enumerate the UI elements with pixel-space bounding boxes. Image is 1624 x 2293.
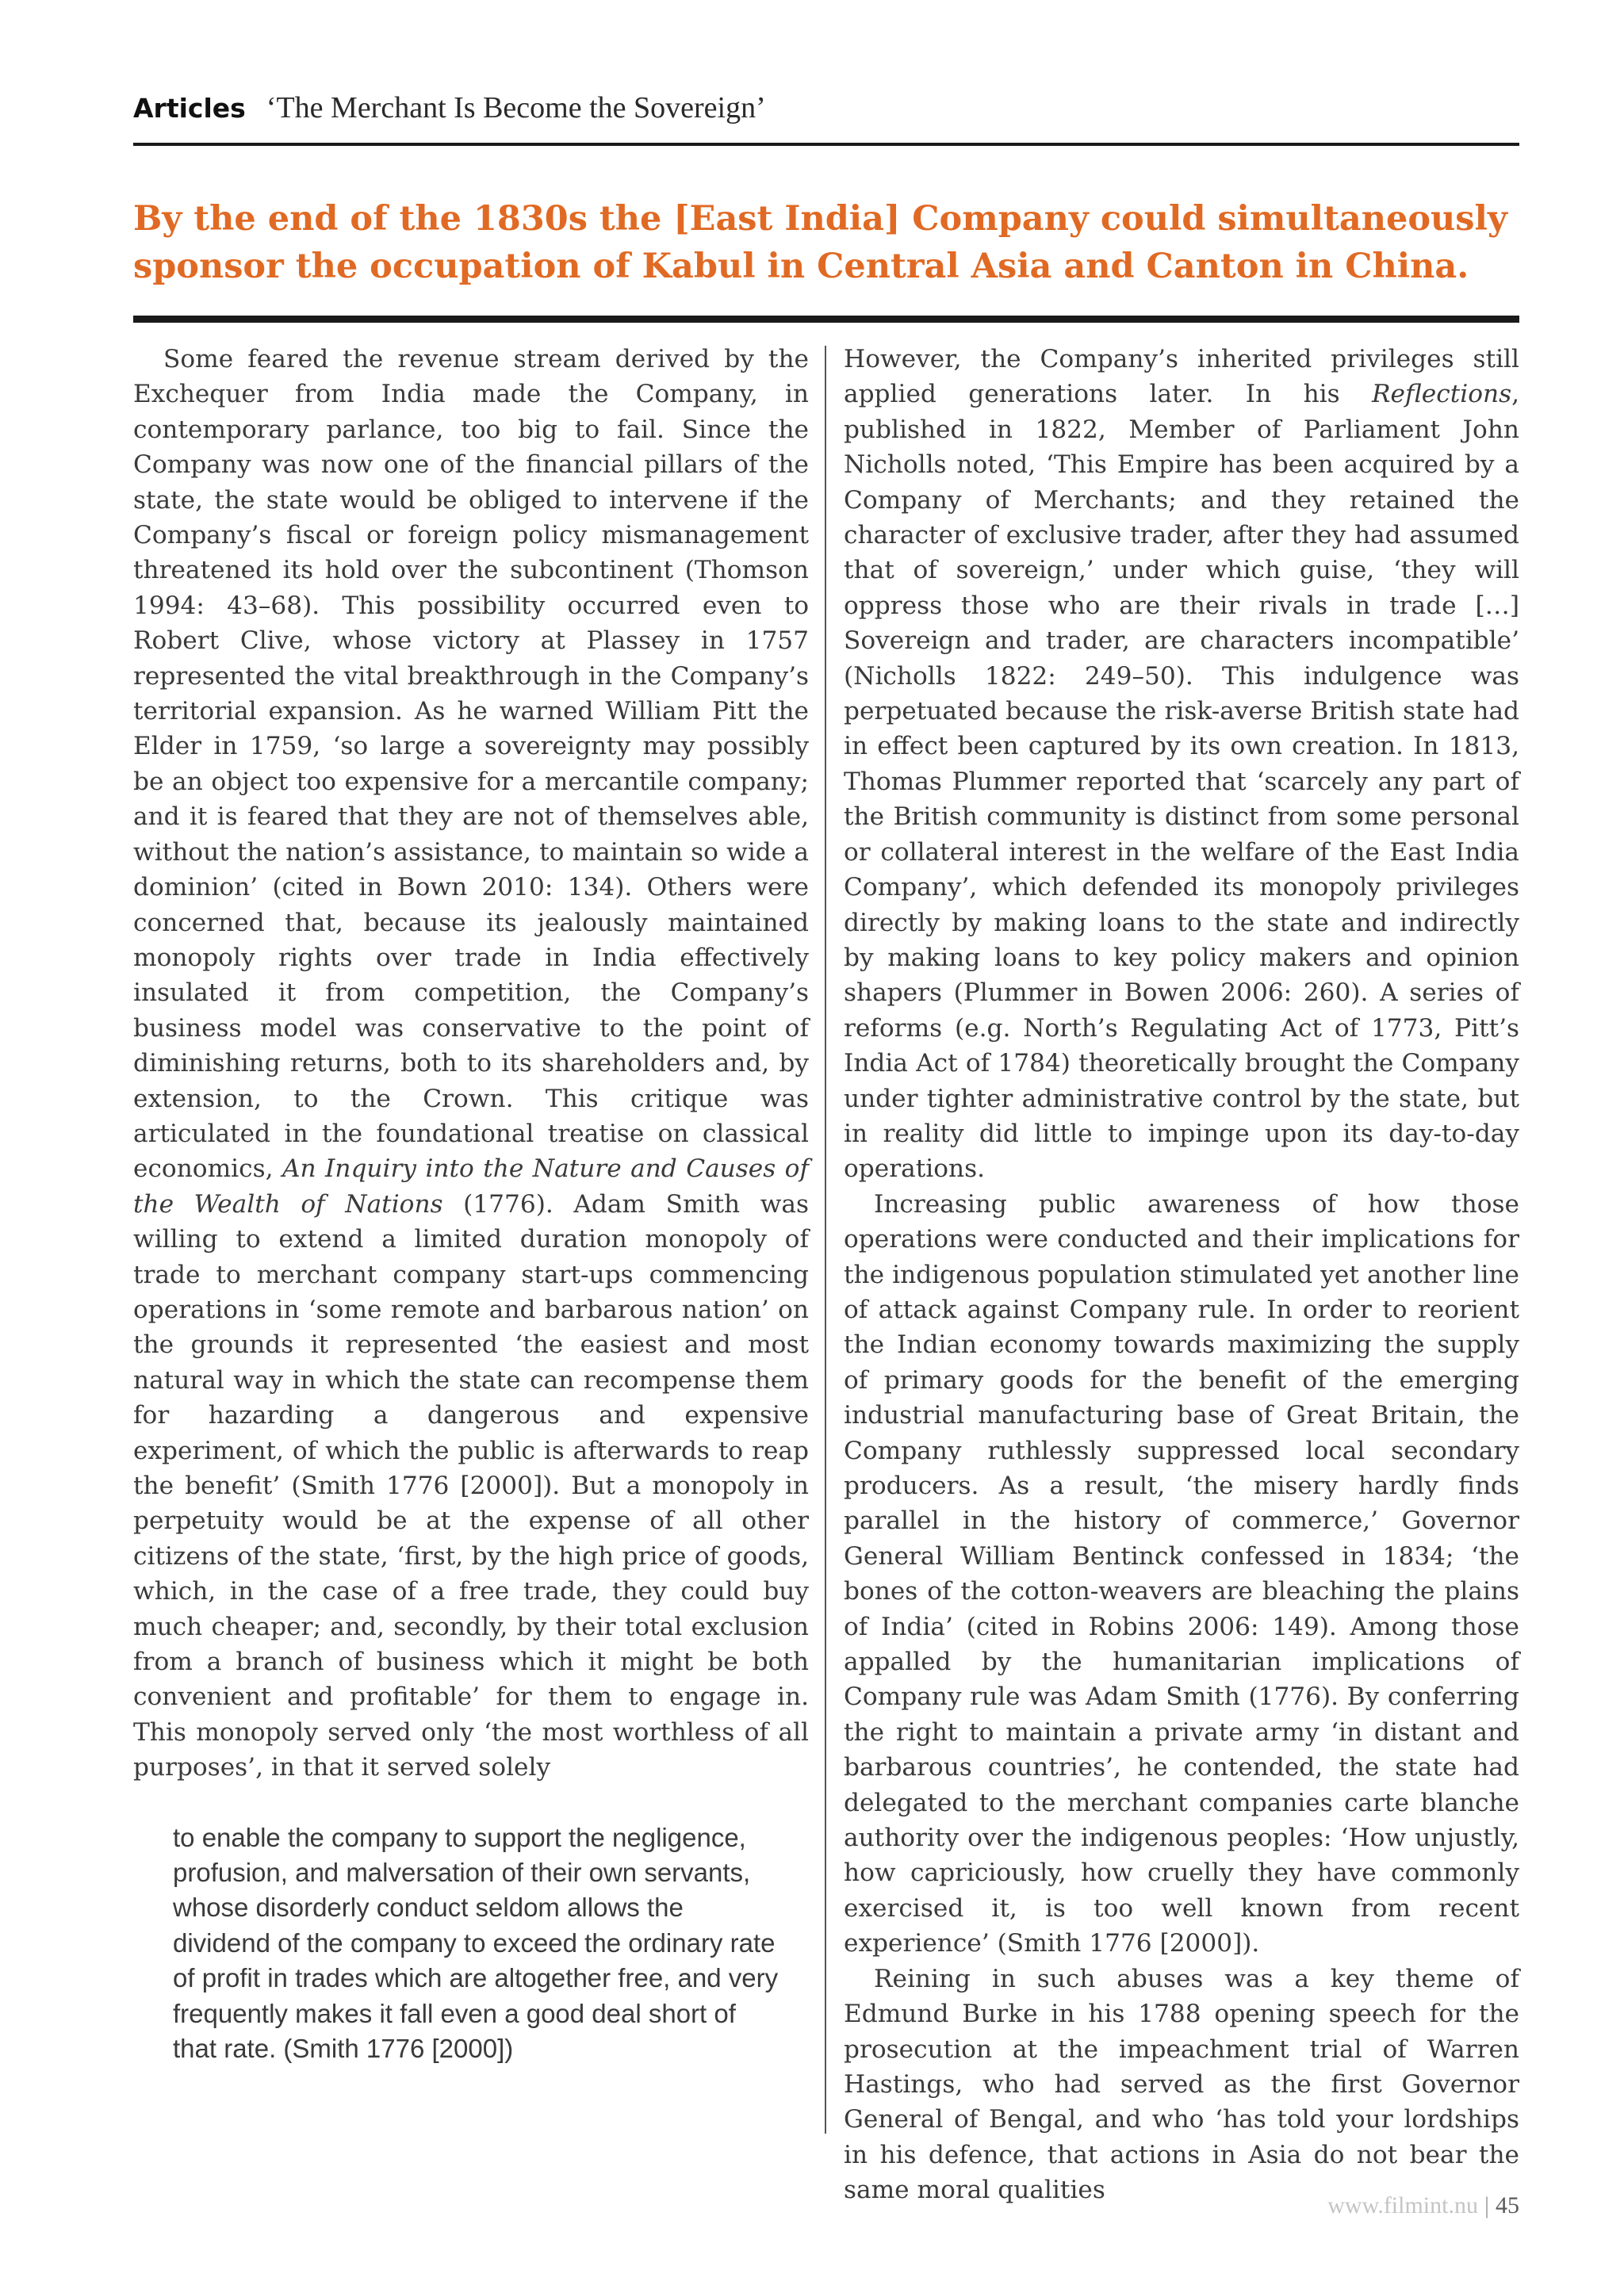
right-column (844, 342, 1519, 2208)
paragraph-text: (1776). Adam Smith was willing to extend a limited duration monopoly of trade to merchant company start-ups commencing operations in ‘some remote and barbarous nation’ on the grounds it represented ‘the easiest and most natural way in which the state can recompense them for hazarding a dangerous and expensive experiment, of which the public is afterwards to reap the benefit’ (Smith 1776 [2000]). But a monopoly in perpetuity would be at the expense of all other citizens of the state, ‘first, by the high price of goods, which, in the case of a free trade, they could buy much cheaper; and, secondly, by their total exclusion from a branch of business which it might be both convenient and profitable’ for them to engage in. This monopoly served only ‘the most worthless of all purposes’, in that it served solely (133, 1189, 809, 1782)
page-number: 45 (1496, 2192, 1519, 2218)
right-paragraph-2: Increasing public awareness of how those operations were conducted and their implications for the indigenous population stimulated yet another line of attack against Company rule. In order to reorient the Indian economy towards maximizing the supply of primary goods for the benefit of the emerging industrial manufacturing base of Great Britain, the Company ruthlessly suppressed local secondary producers. As a result, ‘the misery hardly finds parallel in the history of commerce,’ Governor General William Bentinck confessed in 1834; ‘the bones of the cotton-weavers are bleaching the plains of India’ (cited in Robins 2006: 149). Among those appalled by the humanitarian implications of Company rule was Adam Smith (1776). By conferring the right to maintain a private army ‘in distant and barbarous countries’, he contended, the state had delegated to the merchant companies carte blanche authority over the indigenous peoples: ‘How unjustly, how capriciously, how cruelly they have commonly exercised it, is too well known from recent experience’ (Smith 1776 [2000]). (844, 1189, 1519, 1958)
book-title: An Inquiry into the Nature and Causes of the Wealth of Nations (133, 1154, 810, 1219)
left-paragraph (133, 342, 809, 1786)
article-title: ‘The Merchant Is Become the Sovereign’ (266, 91, 766, 124)
footer-separator: | (1484, 2192, 1489, 2218)
column-divider (825, 346, 826, 2134)
paragraph-text: However, the Company’s inherited privileges still applied generations later. In his (844, 345, 1519, 409)
running-header (133, 89, 1519, 128)
block-quote: to enable the company to support the negligence, profusion, and malversation of their own servants, whose disorderly conduct seldom allows the dividend of the company to exceed the ordinary rate of profit in trades which are altogether free, and very frequently makes it fall even a good deal short of that rate. (Smith 1776 [2000]) (173, 1822, 779, 2064)
pull-quote-rule (133, 316, 1519, 323)
right-paragraph-3: Reining in such abuses was a key theme of Edmund Burke in his 1788 opening speech for the prosecution at the impeachment trial of Warren Hastings, who had served as the first Governor General of Bengal, and who ‘has told your lordships in his defence, that actions in Asia do not bear the same moral qualities (844, 1964, 1519, 2205)
page-footer (1327, 2190, 1519, 2222)
paragraph-text: Some feared the revenue stream derived by the Exchequer from India made the Company, in contemporary parlance, too big to fail. Since the Company was now one of the financial pillars of the state, the state would be obliged to intervene if the Company’s fiscal or foreign policy mismanagement threatened its hold over the subcontinent (Thomson 1994: 43–68). This possibility occurred even to Robert Clive, whose victory at Plassey in 1757 represented the vital breakthrough in the Company’s territorial expansion. As he warned William Pitt the Elder in 1759, ‘so large a sovereignty may possibly be an object too expensive for a mercantile company; and it is feared that they are not of themselves able, without the nation’s assistance, to maintain so wide a dominion’ (cited in Bown 2010: 134). Others were concerned that, because its jealously maintained monopoly rights over trade in India effectively insulated it from competition, the Company’s business model was conservative to the point of diminishing returns, both to its shareholders and, by extension, to the Crown. This critique was articulated in the foundational treatise on classical economics, (133, 345, 809, 1184)
right-paragraph-1 (844, 342, 1519, 1187)
footer-url[interactable]: www.filmint.nu (1327, 2192, 1478, 2218)
pull-quote: By the end of the 1830s the [East India] Company could simultaneously sponsor the occupation of Kabul in Central Asia and Canton in China. (133, 199, 1507, 286)
left-column (133, 342, 809, 2067)
paragraph-text: , published in 1822, Member of Parliament John Nicholls noted, ‘This Empire has been acquired by a Company of Merchants; and they retained the character of exclusive trader, after they had assumed that of sovereign,’ under which guise, ‘they will oppress those who are their rivals in trade […] Sovereign and trader, are characters incompatible’ (Nicholls 1822: 249–50). This indulgence was perpetuated because the risk-averse British state had in effect been captured by its own creation. In 1813, Thomas Plummer reported that ‘scarcely any part of the British community is distinct from some personal or collateral interest in the welfare of the East India Company’, which defended its monopoly privileges directly by making loans to the state and indirectly by making loans to key policy makers and opinion shapers (Plummer in Bowen 2006: 260). A series of reforms (e.g. North’s Regulating Act of 1773, Pitt’s India Act of 1784) theoretically brought the Company under tighter administrative control by the state, but in reality did little to impinge upon its day-to-day operations. (844, 380, 1519, 1184)
section-label: Articles (133, 93, 246, 124)
header-rule (133, 143, 1519, 146)
book-title: Reflections (1372, 380, 1512, 409)
